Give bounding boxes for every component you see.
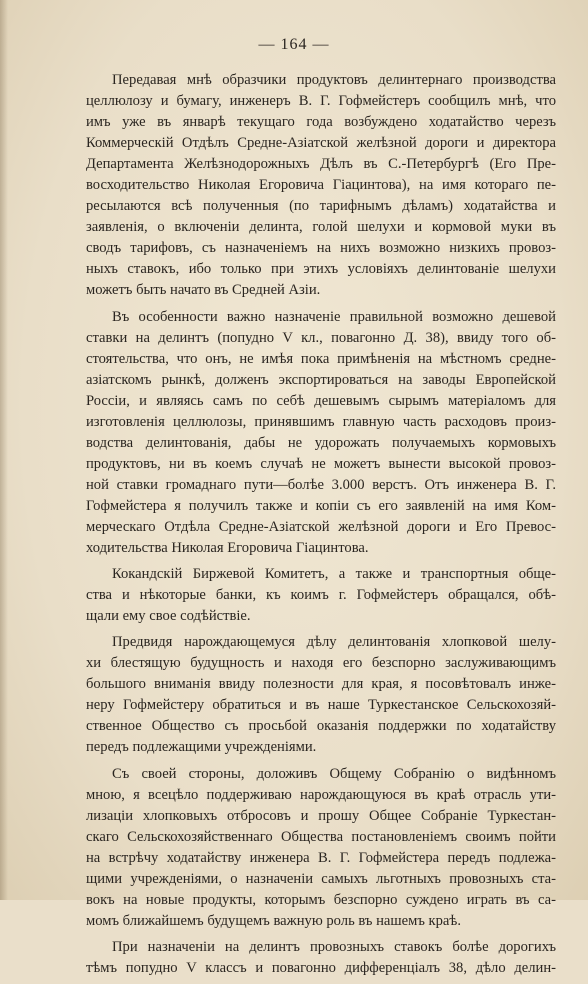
- text-line: восходительство Николая Егоровича Гіацинтова), на имя котораго пе-: [86, 177, 556, 194]
- text-line: тѣмъ попудно V классъ и повагонно дифференціалъ 38, дѣло делин-: [86, 959, 556, 976]
- paragraph: [60, 70, 556, 302]
- text-line: можетъ быть начато въ Средней Азіи.: [86, 282, 321, 299]
- text-line: стоятельства, что онъ, не имѣя пока примѣненія на мѣстномъ средне-: [86, 350, 556, 367]
- text-line: передъ подлежащими учрежденіями.: [86, 739, 317, 756]
- text-line: имъ уже въ январѣ текущаго года возбуждено ходатайство черезъ: [86, 114, 556, 131]
- text-line: сводъ тарифовъ, съ назначеніемъ на нихъ возможно низкихъ провоз-: [86, 240, 556, 257]
- text-line: ходительства Николая Егоровича Гіацинтова.: [86, 540, 369, 557]
- text-line: ственное Общество съ просьбой оказанія поддержки по ходатайству: [86, 718, 556, 735]
- text-line: скаго Сельскохозяйственнаго Общества постановленіемъ своимъ пойти: [86, 828, 556, 845]
- text-line: щими учрежденіями, о назначеніи самыхъ льготныхъ провозныхъ ста-: [86, 870, 556, 887]
- page-number: — 164 —: [258, 36, 330, 53]
- text-line: ныхъ ставокъ, ибо только при этихъ условіяхъ делинтованіе шелухи: [86, 261, 556, 278]
- text-line: большого вниманія ввиду полезности для края, я посовѣтовалъ инже-: [86, 676, 556, 693]
- paragraph: [60, 632, 556, 758]
- paragraph: [60, 564, 556, 627]
- text-line: мерческаго Отдѣла Средне-Азіатской желѣзной дороги и Его Превос-: [86, 518, 556, 535]
- text-line: водства делинтованія, дабы не удорожать получаемыхъ кормовыхъ: [86, 434, 556, 451]
- document-body: [60, 70, 556, 984]
- text-line: ставки на делинтъ (попудно V кл., повагонно Д. 38), ввиду того об-: [86, 329, 556, 346]
- text-line: изготовленія целлюлозы, принявшимъ главную часть расходовъ произ-: [86, 413, 556, 430]
- text-line: ресылаются всѣ полученныя (по тарифнымъ дѣламъ) ходатайства и: [86, 198, 556, 215]
- text-line: момъ ближайшемъ будущемъ важную роль въ нашемъ краѣ.: [86, 912, 461, 929]
- text-line: вокъ на новые продукты, которымъ безспорно суждено играть въ са-: [86, 891, 556, 908]
- text-line: ства и нѣкоторые банки, къ коимъ г. Гофмейстеръ обращался, обѣ-: [86, 587, 556, 604]
- paragraph: [60, 764, 556, 932]
- text-line: Предвидя нарождающемуся дѣлу делинтованія хлопковой шелу-: [112, 634, 556, 651]
- text-line: заявленія, о включеніи делинта, голой шелухи и кормовой муки въ: [86, 219, 556, 236]
- text-line: целлюлозу и бумагу, инженеръ В. Г. Гофмейстеръ сообщилъ мнѣ, что: [86, 93, 556, 110]
- text-line: Гофмейстера я получилъ также и копіи съ его заявленій на имя Ком-: [86, 497, 556, 514]
- text-line: продуктовъ, ни въ коемъ случаѣ не можетъ вынести высокой провоз-: [86, 455, 556, 472]
- text-line: азіатскомъ рынкѣ, долженъ экспортироваться на заводы Европейской: [86, 371, 556, 388]
- text-line: мною, я всецѣло поддерживаю нарождающуюся въ краѣ отрасль ути-: [86, 786, 556, 803]
- text-line: ной ставки громаднаго пути—болѣе 3.000 верстъ. Отъ инженера В. Г.: [86, 476, 556, 493]
- text-line: Въ особенности важно назначеніе правильной возможно дешевой: [112, 308, 556, 325]
- text-line: на встрѣчу ходатайству инженера В. Г. Гофмейстера передъ подлежа-: [86, 849, 556, 866]
- text-line: При назначеніи на делинтъ провозныхъ ставокъ болѣе дорогихъ: [112, 938, 556, 955]
- text-line: хи блестящую будущность и находя его безспорно заслуживающимъ: [86, 655, 556, 672]
- paragraph: [60, 937, 556, 979]
- text-line: Россіи, и являясь самъ по себѣ дешевымъ сырымъ матеріаломъ для: [86, 392, 556, 409]
- paragraph: [60, 307, 556, 560]
- text-line: Департамента Желѣзнодорожныхъ Дѣлъ въ С.-Петербургѣ (Его Пре-: [86, 156, 556, 173]
- text-line: неру Гофмейстеру обратиться и въ наше Туркестанское Сельскохозяй-: [86, 697, 556, 714]
- text-line: щали ему свое содѣйствіе.: [86, 608, 251, 625]
- text-line: Съ своей стороны, доложивъ Общему Собранію о видѣнномъ: [112, 765, 556, 782]
- text-line: Кокандскій Биржевой Комитетъ, а также и транспортныя обще-: [112, 566, 556, 583]
- text-line: Коммерческій Отдѣлъ Средне-Азіатской желѣзной дороги и директора: [86, 135, 556, 152]
- text-line: Передавая мнѣ образчики продуктовъ делинтернаго производства: [112, 72, 556, 88]
- text-line: лизаціи хлопковыхъ отбросовъ и прошу Общее Собраніе Туркестан-: [86, 807, 556, 824]
